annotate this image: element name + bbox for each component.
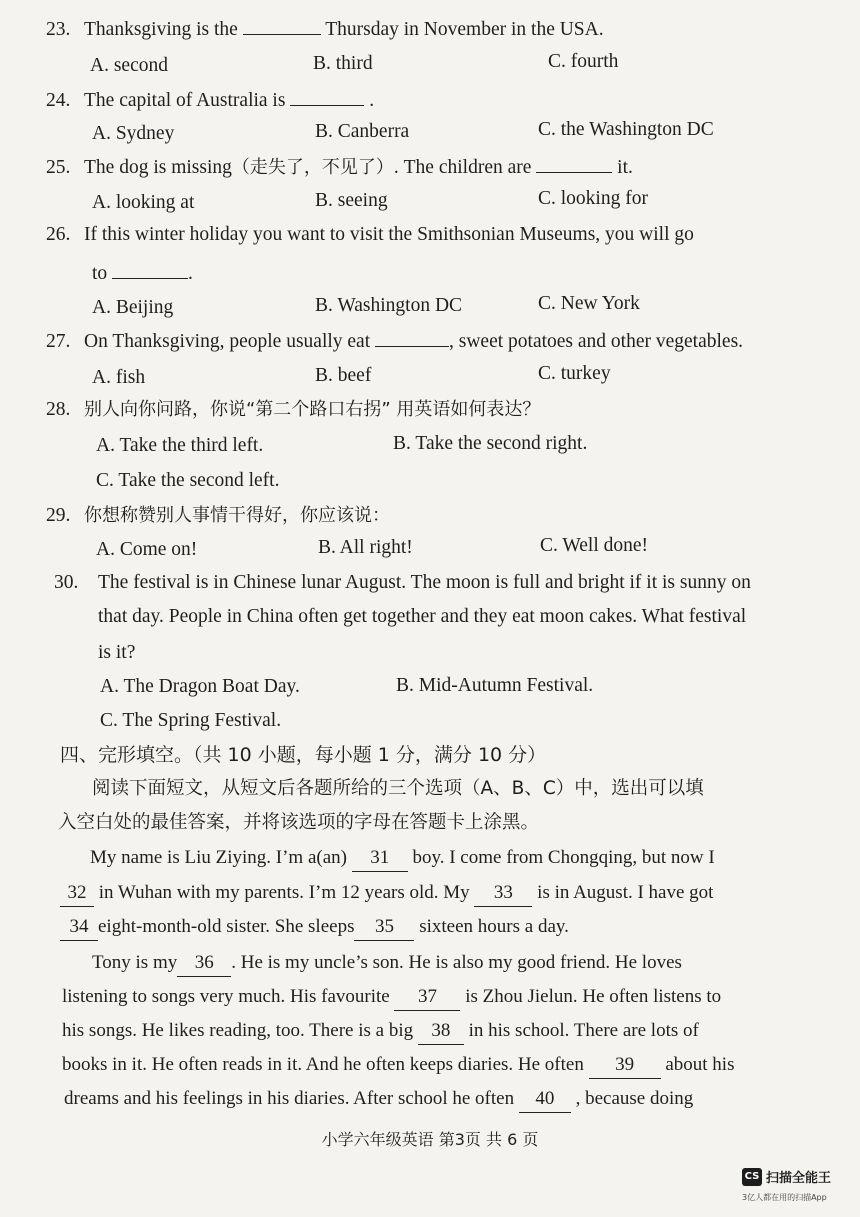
- option-a: A. Come on!: [96, 539, 198, 560]
- cloze-blank-40: 40: [519, 1086, 571, 1113]
- question-26: 26. If this winter holiday you want to visit the Smithsonian Museums, you will go: [46, 224, 694, 245]
- option-a: A. Sydney: [92, 123, 175, 144]
- option-b: B. Washington DC: [315, 295, 463, 316]
- passage-line: 32 in Wuhan with my parents. I’m 12 years old. My 33 is in August. I have got: [60, 880, 713, 907]
- passage-line: 34 eight-month-old sister. She sleeps 35 sixteen hours a day.: [60, 914, 569, 941]
- watermark-app-name: 扫描全能王: [766, 1171, 832, 1186]
- passage-line: dreams and his feelings in his diaries. After school he often 40 , because doing: [64, 1086, 693, 1113]
- option-b: B. beef: [315, 365, 372, 386]
- option-c: C. looking for: [538, 188, 648, 209]
- passage-line: listening to songs very much. His favourite 37 is Zhou Jielun. He often listens to: [62, 984, 721, 1011]
- question-27: 27. On Thanksgiving, people usually eat , sweet potatoes and other vegetables.: [46, 331, 744, 352]
- option-b: B. Take the second right.: [393, 433, 588, 454]
- question-30-line2: that day. People in China often get together and they eat moon cakes. What festival: [98, 606, 747, 627]
- answer-blank: [290, 89, 364, 106]
- option-b: B. Canberra: [315, 121, 410, 142]
- cloze-blank-35: 35: [354, 914, 414, 941]
- question-28: 28. 别人向你问路，你说“第二个路口右拐” 用英语如何表达？: [46, 399, 541, 420]
- answer-blank: [375, 330, 449, 347]
- cloze-blank-37: 37: [394, 984, 460, 1011]
- option-a: A. looking at: [92, 192, 195, 213]
- instructions-line1: 阅读下面短文，从短文后各题所给的三个选项（A、B、C）中，选出可以填: [92, 778, 704, 799]
- option-a: A. fish: [92, 367, 146, 388]
- cloze-blank-31: 31: [352, 845, 408, 872]
- question-26-line2: to .: [92, 263, 193, 284]
- cloze-blank-36: 36: [177, 950, 231, 977]
- option-a: A. second: [90, 55, 168, 76]
- camscanner-logo-icon: CS: [742, 1168, 762, 1186]
- passage-line: My name is Liu Ziying. I’m a(an) 31 boy. I come from Chongqing, but now I: [90, 845, 715, 872]
- question-23: 23. Thanksgiving is the Thursday in November in the USA.: [46, 19, 604, 40]
- option-b: B. third: [313, 53, 373, 74]
- cloze-blank-38: 38: [418, 1018, 464, 1045]
- passage-line: his songs. He likes reading, too. There is a big 38 in his school. There are lots of: [62, 1018, 699, 1045]
- option-b: B. seeing: [315, 190, 388, 211]
- question-30: 30. The festival is in Chinese lunar August. The moon is full and bright if it is sunny on: [54, 572, 751, 593]
- answer-blank: [536, 156, 612, 173]
- passage-line: Tony is my 36 . He is my uncle’s son. He is also my good friend. He loves: [92, 950, 682, 977]
- page-footer: 小学六年级英语 第3页 共 6 页: [321, 1130, 539, 1149]
- question-25: 25. The dog is missing（走失了，不见了）. The children are it.: [46, 157, 633, 178]
- option-a: A. Beijing: [92, 297, 174, 318]
- option-c: C. New York: [538, 293, 640, 314]
- cloze-blank-32: 32: [60, 880, 94, 907]
- option-b: B. Mid-Autumn Festival.: [396, 675, 594, 696]
- option-b: B. All right!: [318, 537, 413, 558]
- question-30-line3: is it?: [98, 642, 136, 663]
- question-24: 24. The capital of Australia is .: [46, 90, 375, 111]
- instructions-line2: 入空白处的最佳答案，并将该选项的字母在答题卡上涂黑。: [58, 812, 540, 833]
- option-c: C. Take the second left.: [96, 470, 280, 491]
- option-a: A. Take the third left.: [96, 435, 264, 456]
- cloze-blank-34: 34: [60, 914, 98, 941]
- question-29: 29. 你想称赞别人事情干得好，你应该说：: [46, 505, 390, 526]
- answer-blank: [112, 262, 188, 279]
- passage-line: books in it. He often reads in it. And he often keeps diaries. He often 39 about his: [62, 1052, 734, 1079]
- option-c: C. the Washington DC: [538, 119, 714, 140]
- option-c: C. The Spring Festival.: [100, 710, 282, 731]
- option-c: C. fourth: [548, 51, 619, 72]
- answer-blank: [243, 18, 321, 35]
- option-c: C. Well done!: [540, 535, 649, 556]
- watermark-tagline: 3亿人都在用的扫描App: [742, 1193, 827, 1202]
- cloze-blank-39: 39: [589, 1052, 661, 1079]
- option-a: A. The Dragon Boat Day.: [100, 676, 300, 697]
- option-c: C. turkey: [538, 363, 611, 384]
- cloze-blank-33: 33: [474, 880, 532, 907]
- section-heading: 四、完形填空。（共 10 小题，每小题 1 分，满分 10 分）: [60, 744, 547, 766]
